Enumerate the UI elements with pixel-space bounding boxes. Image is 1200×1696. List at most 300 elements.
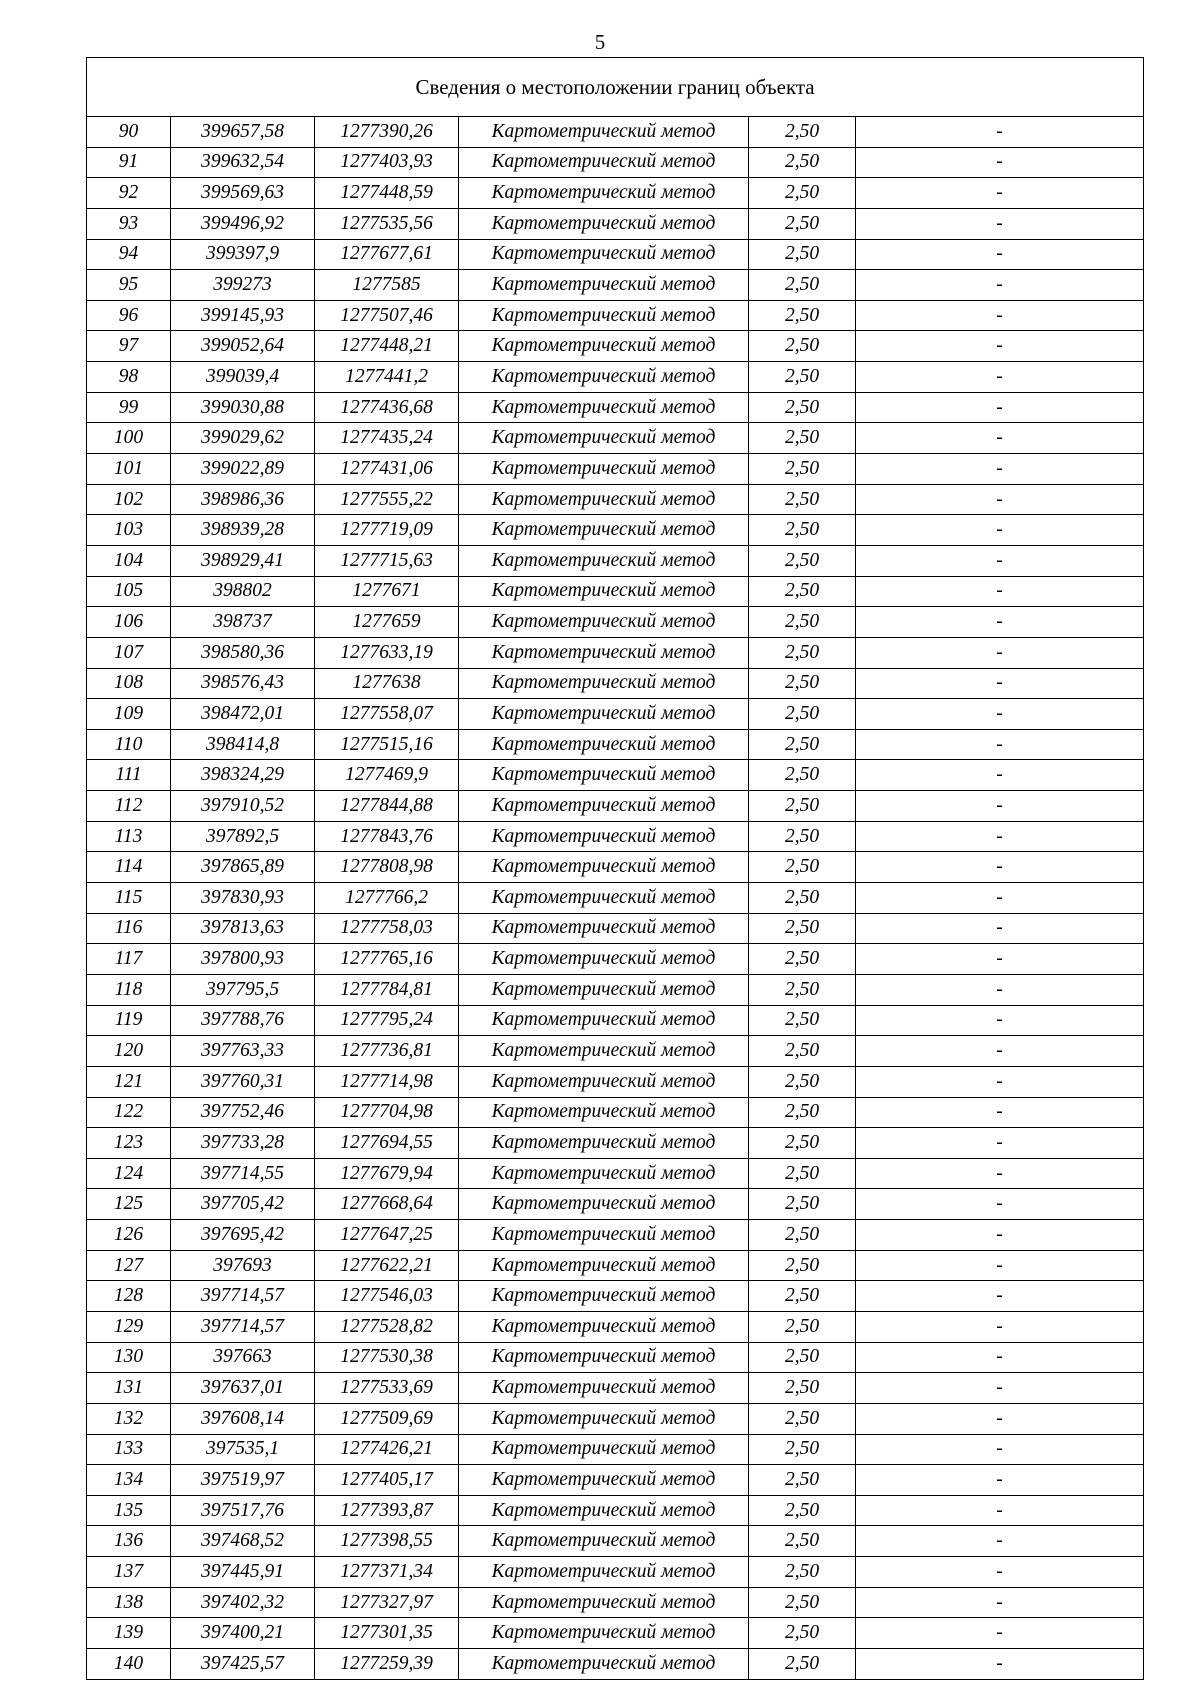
- x-coordinate-cell: 397425,57: [171, 1649, 315, 1680]
- method-cell: Картометрический метод: [459, 208, 749, 239]
- y-coordinate-cell: 1277469,9: [315, 760, 459, 791]
- accuracy-cell: 2,50: [749, 331, 856, 362]
- y-coordinate-cell: 1277528,82: [315, 1311, 459, 1342]
- y-coordinate-cell: 1277436,68: [315, 392, 459, 423]
- table-row: [87, 331, 1144, 362]
- x-coordinate-cell: 397535,1: [171, 1434, 315, 1465]
- point-number-cell: 132: [87, 1403, 171, 1434]
- method-cell: Картометрический метод: [459, 239, 749, 270]
- y-coordinate-cell: 1277719,09: [315, 515, 459, 546]
- y-coordinate-cell: 1277431,06: [315, 454, 459, 485]
- point-number-cell: 97: [87, 331, 171, 362]
- x-coordinate-cell: 397693: [171, 1250, 315, 1281]
- table-row: [87, 423, 1144, 454]
- y-coordinate-cell: 1277736,81: [315, 1036, 459, 1067]
- description-cell: -: [856, 300, 1144, 331]
- point-number-cell: 112: [87, 791, 171, 822]
- point-number-cell: 116: [87, 913, 171, 944]
- description-cell: -: [856, 1342, 1144, 1373]
- description-cell: -: [856, 1311, 1144, 1342]
- accuracy-cell: 2,50: [749, 1649, 856, 1680]
- point-number-cell: 131: [87, 1373, 171, 1404]
- point-number-cell: 135: [87, 1495, 171, 1526]
- method-cell: Картометрический метод: [459, 729, 749, 760]
- description-cell: -: [856, 852, 1144, 883]
- y-coordinate-cell: 1277393,87: [315, 1495, 459, 1526]
- y-coordinate-cell: 1277426,21: [315, 1434, 459, 1465]
- table-row: [87, 1220, 1144, 1251]
- method-cell: Картометрический метод: [459, 1526, 749, 1557]
- x-coordinate-cell: 397760,31: [171, 1066, 315, 1097]
- method-cell: Картометрический метод: [459, 1342, 749, 1373]
- accuracy-cell: 2,50: [749, 1005, 856, 1036]
- boundary-coordinates-table: [86, 57, 1144, 1680]
- table-row: [87, 300, 1144, 331]
- accuracy-cell: 2,50: [749, 729, 856, 760]
- table-body: [87, 117, 1144, 1680]
- point-number-cell: 122: [87, 1097, 171, 1128]
- x-coordinate-cell: 397714,57: [171, 1311, 315, 1342]
- table-row: [87, 362, 1144, 393]
- description-cell: -: [856, 454, 1144, 485]
- x-coordinate-cell: 397608,14: [171, 1403, 315, 1434]
- x-coordinate-cell: 397892,5: [171, 821, 315, 852]
- accuracy-cell: 2,50: [749, 760, 856, 791]
- x-coordinate-cell: 397830,93: [171, 883, 315, 914]
- description-cell: -: [856, 1036, 1144, 1067]
- table-row: [87, 1495, 1144, 1526]
- y-coordinate-cell: 1277633,19: [315, 637, 459, 668]
- x-coordinate-cell: 398986,36: [171, 484, 315, 515]
- accuracy-cell: 2,50: [749, 1403, 856, 1434]
- method-cell: Картометрический метод: [459, 178, 749, 209]
- point-number-cell: 114: [87, 852, 171, 883]
- description-cell: -: [856, 1649, 1144, 1680]
- x-coordinate-cell: 397400,21: [171, 1618, 315, 1649]
- table-title-row: [87, 58, 1144, 117]
- table-row: [87, 484, 1144, 515]
- point-number-cell: 138: [87, 1587, 171, 1618]
- point-number-cell: 106: [87, 607, 171, 638]
- description-cell: -: [856, 117, 1144, 148]
- point-number-cell: 99: [87, 392, 171, 423]
- x-coordinate-cell: 397468,52: [171, 1526, 315, 1557]
- accuracy-cell: 2,50: [749, 1128, 856, 1159]
- accuracy-cell: 2,50: [749, 208, 856, 239]
- table-row: [87, 1097, 1144, 1128]
- y-coordinate-cell: 1277530,38: [315, 1342, 459, 1373]
- y-coordinate-cell: 1277808,98: [315, 852, 459, 883]
- x-coordinate-cell: 397663: [171, 1342, 315, 1373]
- method-cell: Картометрический метод: [459, 300, 749, 331]
- point-number-cell: 109: [87, 699, 171, 730]
- x-coordinate-cell: 399632,54: [171, 147, 315, 178]
- x-coordinate-cell: 399052,64: [171, 331, 315, 362]
- y-coordinate-cell: 1277715,63: [315, 545, 459, 576]
- y-coordinate-cell: 1277441,2: [315, 362, 459, 393]
- y-coordinate-cell: 1277671: [315, 576, 459, 607]
- method-cell: Картометрический метод: [459, 1005, 749, 1036]
- y-coordinate-cell: 1277371,34: [315, 1557, 459, 1588]
- method-cell: Картометрический метод: [459, 974, 749, 1005]
- x-coordinate-cell: 398414,8: [171, 729, 315, 760]
- method-cell: Картометрический метод: [459, 545, 749, 576]
- method-cell: Картометрический метод: [459, 1281, 749, 1312]
- table-row: [87, 699, 1144, 730]
- accuracy-cell: 2,50: [749, 1189, 856, 1220]
- description-cell: -: [856, 208, 1144, 239]
- method-cell: Картометрический метод: [459, 1373, 749, 1404]
- point-number-cell: 121: [87, 1066, 171, 1097]
- description-cell: -: [856, 362, 1144, 393]
- x-coordinate-cell: 397637,01: [171, 1373, 315, 1404]
- point-number-cell: 108: [87, 668, 171, 699]
- description-cell: -: [856, 1189, 1144, 1220]
- x-coordinate-cell: 397705,42: [171, 1189, 315, 1220]
- x-coordinate-cell: 399273: [171, 270, 315, 301]
- method-cell: Картометрический метод: [459, 1587, 749, 1618]
- accuracy-cell: 2,50: [749, 668, 856, 699]
- accuracy-cell: 2,50: [749, 883, 856, 914]
- accuracy-cell: 2,50: [749, 1281, 856, 1312]
- point-number-cell: 90: [87, 117, 171, 148]
- description-cell: -: [856, 1403, 1144, 1434]
- table-row: [87, 147, 1144, 178]
- description-cell: -: [856, 637, 1144, 668]
- accuracy-cell: 2,50: [749, 1434, 856, 1465]
- description-cell: -: [856, 821, 1144, 852]
- y-coordinate-cell: 1277533,69: [315, 1373, 459, 1404]
- point-number-cell: 117: [87, 944, 171, 975]
- method-cell: Картометрический метод: [459, 331, 749, 362]
- accuracy-cell: 2,50: [749, 699, 856, 730]
- x-coordinate-cell: 397813,63: [171, 913, 315, 944]
- page-number: 5: [594, 30, 606, 54]
- table-row: [87, 1403, 1144, 1434]
- description-cell: -: [856, 1373, 1144, 1404]
- method-cell: Картометрический метод: [459, 668, 749, 699]
- x-coordinate-cell: 397733,28: [171, 1128, 315, 1159]
- point-number-cell: 94: [87, 239, 171, 270]
- accuracy-cell: 2,50: [749, 1373, 856, 1404]
- x-coordinate-cell: 399030,88: [171, 392, 315, 423]
- point-number-cell: 110: [87, 729, 171, 760]
- x-coordinate-cell: 398580,36: [171, 637, 315, 668]
- method-cell: Картометрический метод: [459, 637, 749, 668]
- accuracy-cell: 2,50: [749, 484, 856, 515]
- x-coordinate-cell: 399496,92: [171, 208, 315, 239]
- table-title: Сведения о местоположении границ объекта: [87, 58, 1144, 117]
- accuracy-cell: 2,50: [749, 239, 856, 270]
- accuracy-cell: 2,50: [749, 1618, 856, 1649]
- table-row: [87, 1649, 1144, 1680]
- description-cell: -: [856, 1618, 1144, 1649]
- description-cell: -: [856, 484, 1144, 515]
- x-coordinate-cell: 398737: [171, 607, 315, 638]
- accuracy-cell: 2,50: [749, 1587, 856, 1618]
- description-cell: -: [856, 944, 1144, 975]
- x-coordinate-cell: 397788,76: [171, 1005, 315, 1036]
- x-coordinate-cell: 398929,41: [171, 545, 315, 576]
- point-number-cell: 93: [87, 208, 171, 239]
- description-cell: -: [856, 392, 1144, 423]
- point-number-cell: 139: [87, 1618, 171, 1649]
- x-coordinate-cell: 397714,55: [171, 1158, 315, 1189]
- table-row: [87, 852, 1144, 883]
- description-cell: -: [856, 178, 1144, 209]
- table-row: [87, 1342, 1144, 1373]
- description-cell: -: [856, 607, 1144, 638]
- y-coordinate-cell: 1277327,97: [315, 1587, 459, 1618]
- table-row: [87, 637, 1144, 668]
- x-coordinate-cell: 397517,76: [171, 1495, 315, 1526]
- accuracy-cell: 2,50: [749, 607, 856, 638]
- accuracy-cell: 2,50: [749, 852, 856, 883]
- x-coordinate-cell: 397800,93: [171, 944, 315, 975]
- accuracy-cell: 2,50: [749, 1495, 856, 1526]
- method-cell: Картометрический метод: [459, 852, 749, 883]
- description-cell: -: [856, 883, 1144, 914]
- point-number-cell: 123: [87, 1128, 171, 1159]
- table-row: [87, 117, 1144, 148]
- accuracy-cell: 2,50: [749, 637, 856, 668]
- x-coordinate-cell: 397714,57: [171, 1281, 315, 1312]
- accuracy-cell: 2,50: [749, 147, 856, 178]
- y-coordinate-cell: 1277647,25: [315, 1220, 459, 1251]
- y-coordinate-cell: 1277585: [315, 270, 459, 301]
- y-coordinate-cell: 1277795,24: [315, 1005, 459, 1036]
- accuracy-cell: 2,50: [749, 178, 856, 209]
- method-cell: Картометрический метод: [459, 1618, 749, 1649]
- method-cell: Картометрический метод: [459, 1189, 749, 1220]
- y-coordinate-cell: 1277507,46: [315, 300, 459, 331]
- table-row: [87, 1005, 1144, 1036]
- point-number-cell: 140: [87, 1649, 171, 1680]
- method-cell: Картометрический метод: [459, 760, 749, 791]
- point-number-cell: 101: [87, 454, 171, 485]
- method-cell: Картометрический метод: [459, 883, 749, 914]
- y-coordinate-cell: 1277558,07: [315, 699, 459, 730]
- y-coordinate-cell: 1277758,03: [315, 913, 459, 944]
- table-row: [87, 392, 1144, 423]
- y-coordinate-cell: 1277668,64: [315, 1189, 459, 1220]
- point-number-cell: 136: [87, 1526, 171, 1557]
- description-cell: -: [856, 239, 1144, 270]
- y-coordinate-cell: 1277435,24: [315, 423, 459, 454]
- description-cell: -: [856, 913, 1144, 944]
- point-number-cell: 128: [87, 1281, 171, 1312]
- description-cell: -: [856, 791, 1144, 822]
- point-number-cell: 130: [87, 1342, 171, 1373]
- table-row: [87, 576, 1144, 607]
- x-coordinate-cell: 398576,43: [171, 668, 315, 699]
- method-cell: Картометрический метод: [459, 1220, 749, 1251]
- method-cell: Картометрический метод: [459, 576, 749, 607]
- method-cell: Картометрический метод: [459, 607, 749, 638]
- y-coordinate-cell: 1277766,2: [315, 883, 459, 914]
- y-coordinate-cell: 1277259,39: [315, 1649, 459, 1680]
- description-cell: -: [856, 1587, 1144, 1618]
- accuracy-cell: 2,50: [749, 913, 856, 944]
- accuracy-cell: 2,50: [749, 1158, 856, 1189]
- point-number-cell: 103: [87, 515, 171, 546]
- table-row: [87, 1036, 1144, 1067]
- x-coordinate-cell: 398324,29: [171, 760, 315, 791]
- accuracy-cell: 2,50: [749, 117, 856, 148]
- method-cell: Картометрический метод: [459, 1495, 749, 1526]
- table-row: [87, 1557, 1144, 1588]
- method-cell: Картометрический метод: [459, 1649, 749, 1680]
- y-coordinate-cell: 1277844,88: [315, 791, 459, 822]
- y-coordinate-cell: 1277535,56: [315, 208, 459, 239]
- x-coordinate-cell: 399657,58: [171, 117, 315, 148]
- description-cell: -: [856, 699, 1144, 730]
- point-number-cell: 102: [87, 484, 171, 515]
- table-row: [87, 668, 1144, 699]
- y-coordinate-cell: 1277638: [315, 668, 459, 699]
- accuracy-cell: 2,50: [749, 974, 856, 1005]
- y-coordinate-cell: 1277405,17: [315, 1465, 459, 1496]
- point-number-cell: 118: [87, 974, 171, 1005]
- point-number-cell: 105: [87, 576, 171, 607]
- method-cell: Картометрический метод: [459, 147, 749, 178]
- description-cell: -: [856, 1097, 1144, 1128]
- method-cell: Картометрический метод: [459, 1097, 749, 1128]
- point-number-cell: 95: [87, 270, 171, 301]
- table-row: [87, 1587, 1144, 1618]
- description-cell: -: [856, 515, 1144, 546]
- x-coordinate-cell: 399569,63: [171, 178, 315, 209]
- table-row: [87, 515, 1144, 546]
- x-coordinate-cell: 399022,89: [171, 454, 315, 485]
- table-row: [87, 1158, 1144, 1189]
- point-number-cell: 129: [87, 1311, 171, 1342]
- description-cell: -: [856, 1465, 1144, 1496]
- y-coordinate-cell: 1277784,81: [315, 974, 459, 1005]
- table-row: [87, 729, 1144, 760]
- method-cell: Картометрический метод: [459, 1403, 749, 1434]
- x-coordinate-cell: 399029,62: [171, 423, 315, 454]
- x-coordinate-cell: 397763,33: [171, 1036, 315, 1067]
- description-cell: -: [856, 1281, 1144, 1312]
- table-row: [87, 1311, 1144, 1342]
- x-coordinate-cell: 397519,97: [171, 1465, 315, 1496]
- method-cell: Картометрический метод: [459, 1311, 749, 1342]
- method-cell: Картометрический метод: [459, 1557, 749, 1588]
- accuracy-cell: 2,50: [749, 423, 856, 454]
- point-number-cell: 91: [87, 147, 171, 178]
- accuracy-cell: 2,50: [749, 1557, 856, 1588]
- accuracy-cell: 2,50: [749, 454, 856, 485]
- x-coordinate-cell: 397865,89: [171, 852, 315, 883]
- y-coordinate-cell: 1277843,76: [315, 821, 459, 852]
- description-cell: -: [856, 1250, 1144, 1281]
- method-cell: Картометрический метод: [459, 515, 749, 546]
- y-coordinate-cell: 1277659: [315, 607, 459, 638]
- x-coordinate-cell: 399039,4: [171, 362, 315, 393]
- description-cell: -: [856, 1526, 1144, 1557]
- accuracy-cell: 2,50: [749, 791, 856, 822]
- method-cell: Картометрический метод: [459, 484, 749, 515]
- table-row: [87, 607, 1144, 638]
- accuracy-cell: 2,50: [749, 300, 856, 331]
- x-coordinate-cell: 398802: [171, 576, 315, 607]
- table-row: [87, 1189, 1144, 1220]
- accuracy-cell: 2,50: [749, 821, 856, 852]
- method-cell: Картометрический метод: [459, 1158, 749, 1189]
- x-coordinate-cell: 398939,28: [171, 515, 315, 546]
- description-cell: -: [856, 1066, 1144, 1097]
- point-number-cell: 107: [87, 637, 171, 668]
- point-number-cell: 137: [87, 1557, 171, 1588]
- x-coordinate-cell: 397910,52: [171, 791, 315, 822]
- point-number-cell: 127: [87, 1250, 171, 1281]
- y-coordinate-cell: 1277515,16: [315, 729, 459, 760]
- point-number-cell: 111: [87, 760, 171, 791]
- method-cell: Картометрический метод: [459, 1128, 749, 1159]
- accuracy-cell: 2,50: [749, 1311, 856, 1342]
- table-row: [87, 270, 1144, 301]
- description-cell: -: [856, 1557, 1144, 1588]
- y-coordinate-cell: 1277403,93: [315, 147, 459, 178]
- method-cell: Картометрический метод: [459, 454, 749, 485]
- table-row: [87, 821, 1144, 852]
- accuracy-cell: 2,50: [749, 1526, 856, 1557]
- description-cell: -: [856, 1220, 1144, 1251]
- y-coordinate-cell: 1277448,21: [315, 331, 459, 362]
- method-cell: Картометрический метод: [459, 944, 749, 975]
- accuracy-cell: 2,50: [749, 270, 856, 301]
- table-row: [87, 545, 1144, 576]
- method-cell: Картометрический метод: [459, 1036, 749, 1067]
- method-cell: Картометрический метод: [459, 117, 749, 148]
- description-cell: -: [856, 1158, 1144, 1189]
- accuracy-cell: 2,50: [749, 1036, 856, 1067]
- method-cell: Картометрический метод: [459, 699, 749, 730]
- table-row: [87, 208, 1144, 239]
- table-row: [87, 913, 1144, 944]
- description-cell: -: [856, 668, 1144, 699]
- method-cell: Картометрический метод: [459, 1066, 749, 1097]
- table-row: [87, 1434, 1144, 1465]
- point-number-cell: 120: [87, 1036, 171, 1067]
- y-coordinate-cell: 1277448,59: [315, 178, 459, 209]
- y-coordinate-cell: 1277555,22: [315, 484, 459, 515]
- accuracy-cell: 2,50: [749, 1342, 856, 1373]
- table-row: [87, 1128, 1144, 1159]
- description-cell: -: [856, 1495, 1144, 1526]
- table-row: [87, 454, 1144, 485]
- x-coordinate-cell: 397752,46: [171, 1097, 315, 1128]
- method-cell: Картометрический метод: [459, 423, 749, 454]
- y-coordinate-cell: 1277546,03: [315, 1281, 459, 1312]
- point-number-cell: 134: [87, 1465, 171, 1496]
- y-coordinate-cell: 1277694,55: [315, 1128, 459, 1159]
- table-row: [87, 1465, 1144, 1496]
- y-coordinate-cell: 1277509,69: [315, 1403, 459, 1434]
- point-number-cell: 96: [87, 300, 171, 331]
- y-coordinate-cell: 1277398,55: [315, 1526, 459, 1557]
- method-cell: Картометрический метод: [459, 362, 749, 393]
- table-row: [87, 974, 1144, 1005]
- accuracy-cell: 2,50: [749, 1465, 856, 1496]
- method-cell: Картометрический метод: [459, 1465, 749, 1496]
- description-cell: -: [856, 1128, 1144, 1159]
- y-coordinate-cell: 1277677,61: [315, 239, 459, 270]
- table-row: [87, 1618, 1144, 1649]
- method-cell: Картометрический метод: [459, 821, 749, 852]
- description-cell: -: [856, 576, 1144, 607]
